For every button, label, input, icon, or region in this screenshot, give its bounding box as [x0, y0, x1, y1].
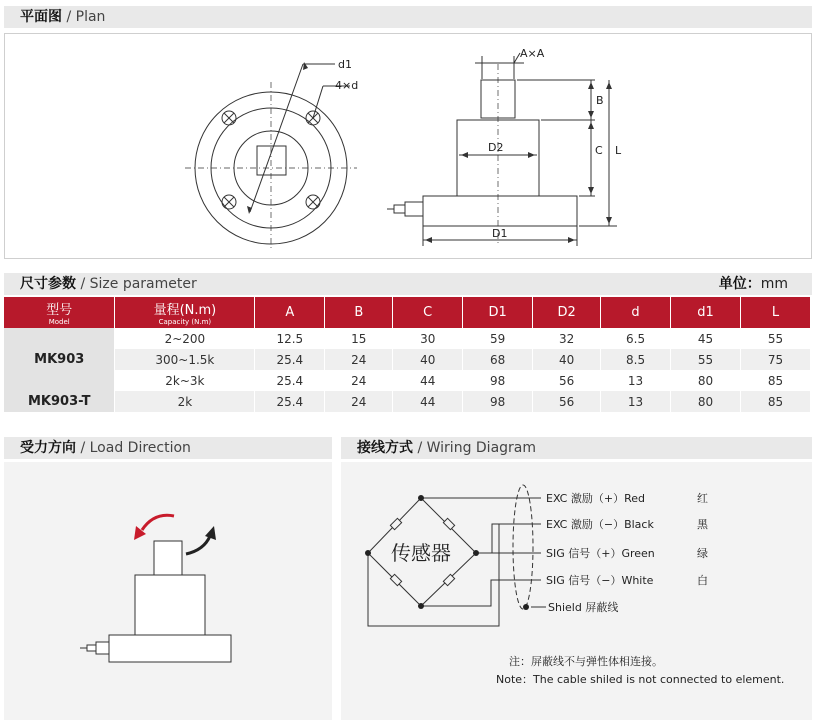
wire-sig-plus-color: 绿 [697, 547, 708, 560]
wire-exc-minus: EXC 激励（−）Black [546, 518, 654, 531]
table-header-row [4, 297, 811, 328]
size-title-en: Size parameter [89, 276, 197, 292]
rotate-right-arrow-icon [186, 536, 210, 554]
label-B: B [596, 94, 604, 107]
rotate-left-arrow-icon [142, 515, 174, 530]
label-D1: D1 [492, 227, 508, 240]
note-en: Note：The cable shiled is not connected to element. [496, 673, 785, 686]
load-title-en: Load Direction [89, 440, 191, 456]
label-L: L [615, 144, 622, 157]
wire-sig-plus: SIG 信号（+）Green [546, 547, 655, 560]
col-capacity: 量程(N.m) Capacity (N.m) [115, 297, 255, 328]
load-direction-panel [4, 462, 332, 720]
note-cn: 注：屏蔽线不与弹性体相连接。 [509, 655, 663, 668]
table-row: MK903 2~200 12.5 15 30 59 32 6.5 45 55 [4, 328, 811, 349]
wire-sig-minus-color: 白 [697, 574, 708, 587]
label-C: C [595, 144, 603, 157]
col-C: C [393, 297, 463, 328]
wiring-panel [341, 462, 812, 720]
table-row: 300~1.5k 25.4 24 40 68 40 8.5 55 75 [4, 349, 811, 370]
square-socket [257, 146, 286, 175]
plan-drawing-panel [4, 33, 812, 259]
unit-label: 单位：mm [718, 276, 788, 292]
load-title-cn: 受力方向 [20, 440, 76, 456]
wiring-title-cn: 接线方式 [357, 440, 413, 456]
wire-sig-minus: SIG 信号（−）White [546, 574, 654, 587]
wire-exc-minus-color: 黑 [697, 518, 708, 531]
label-d1: d1 [338, 58, 352, 71]
plan-title-cn: 平面图 [20, 9, 62, 25]
load-diagram [4, 462, 332, 720]
wire-shield: Shield 屏蔽线 [548, 601, 619, 614]
size-section-header: 尺寸参数 / Size parameter 单位：mm [4, 273, 812, 295]
size-table [4, 297, 811, 412]
plan-drawing [5, 34, 813, 260]
col-L: L [740, 297, 810, 328]
wire-exc-plus: EXC 激励（+）Red [546, 492, 645, 505]
sensor-label: 传感器 [391, 541, 451, 565]
wiring-diagram [341, 462, 812, 720]
col-D1: D1 [463, 297, 533, 328]
plan-section-header: 平面图 / Plan [4, 6, 812, 28]
model-cell: MK903 [4, 328, 115, 391]
col-D2: D2 [533, 297, 601, 328]
table-row: 2k~3k 25.4 24 44 98 56 13 80 85 [4, 370, 811, 391]
table-row: MK903-T 2k 25.4 24 44 98 56 13 80 85 [4, 391, 811, 412]
col-B: B [325, 297, 393, 328]
col-A: A [255, 297, 325, 328]
col-model: 型号 Model [4, 297, 115, 328]
model-cell: MK903-T [4, 391, 115, 412]
base-flange [423, 196, 577, 226]
size-title-cn: 尺寸参数 [20, 276, 76, 292]
wiring-section-header: 接线方式 / Wiring Diagram [341, 437, 812, 459]
label-AxA: A×A [520, 47, 545, 60]
plan-title-en: Plan [75, 9, 106, 25]
hub-circle [234, 131, 308, 205]
col-d1: d1 [671, 297, 741, 328]
wiring-title-en: Wiring Diagram [426, 440, 537, 456]
wire-exc-plus-color: 红 [697, 492, 708, 505]
unit-value: mm [760, 276, 788, 292]
col-d: d [601, 297, 671, 328]
label-holes: 4×d [335, 79, 359, 92]
label-D2: D2 [488, 141, 504, 154]
load-section-header: 受力方向 / Load Direction [4, 437, 332, 459]
